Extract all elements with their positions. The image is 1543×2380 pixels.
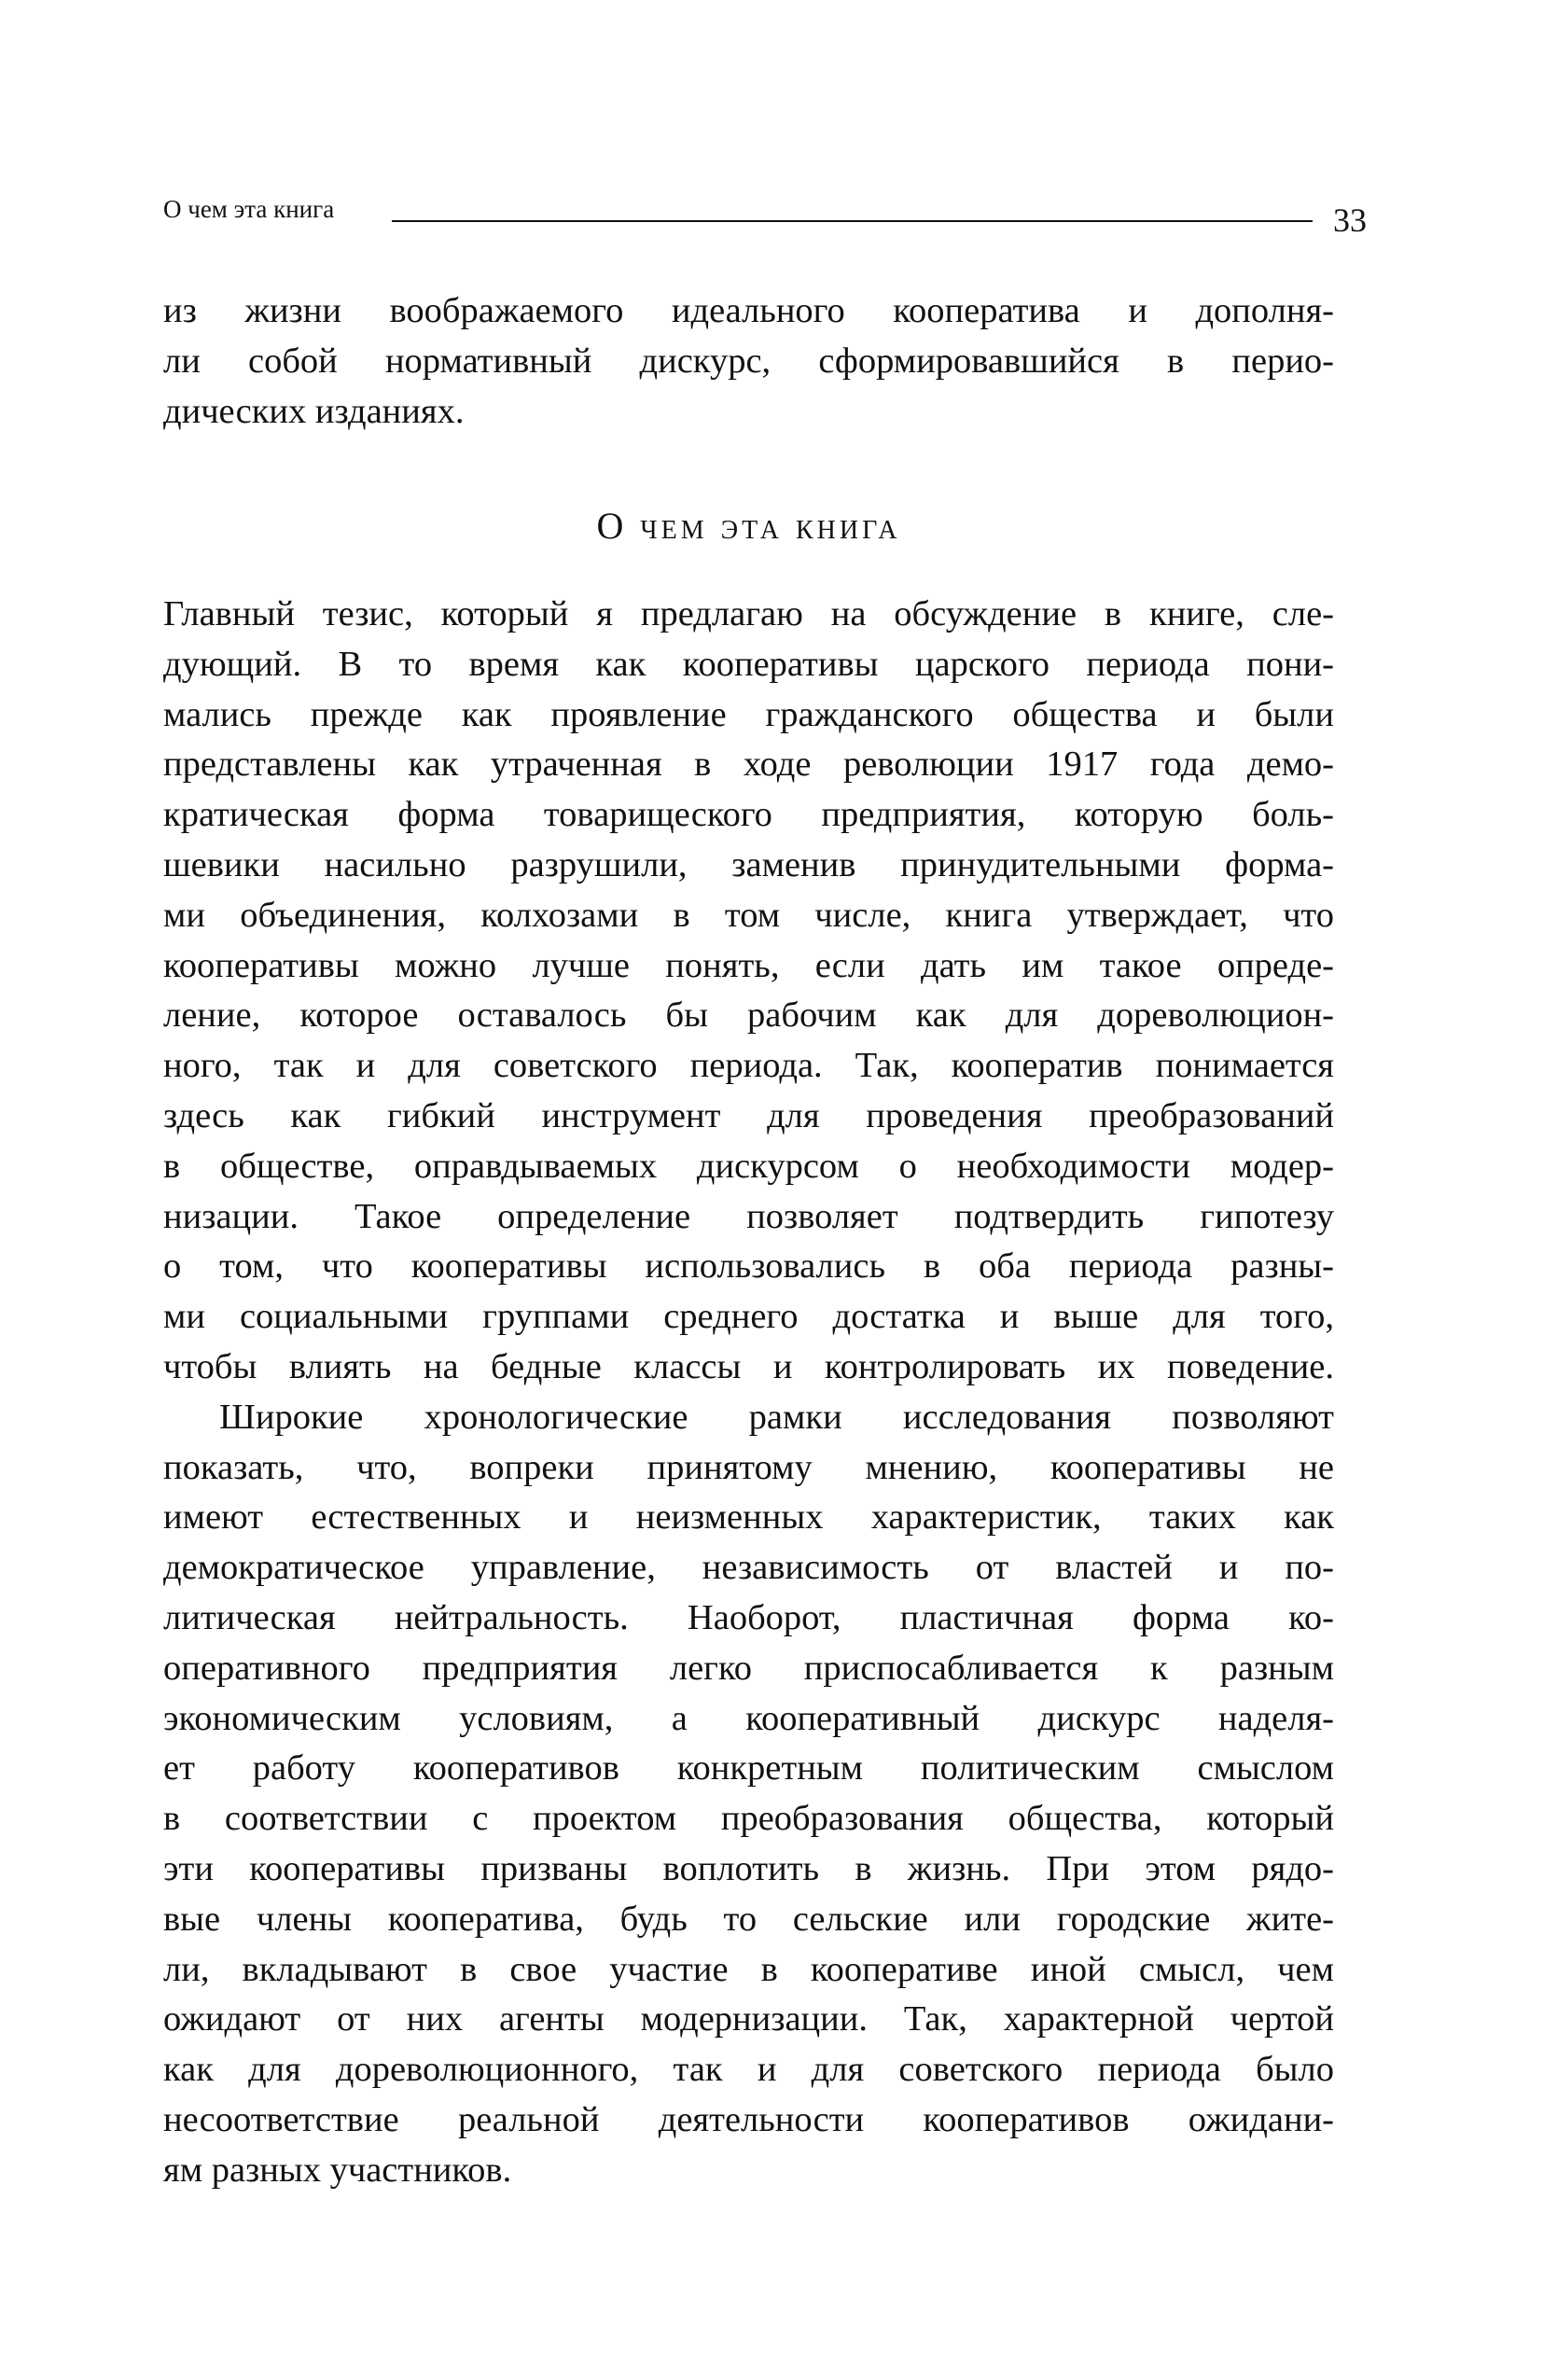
text-line: представлены как утраченная в ходе революции 1917 года демо- bbox=[163, 745, 1334, 785]
text-line: в обществе, оправдываемых дискурсом о необходимости модер- bbox=[163, 1146, 1334, 1186]
text-line: ного, так и для советского периода. Так, кооператив понимается bbox=[163, 1046, 1334, 1086]
text-line: чтобы влиять на бедные классы и контролировать их поведение. bbox=[163, 1346, 1334, 1386]
text-line: кооперативы можно лучше понять, если дать им такое опреде- bbox=[163, 945, 1334, 985]
text-line: экономическим условиям, а кооперативный дискурс наделя- bbox=[163, 1698, 1334, 1738]
paragraph bbox=[163, 590, 1334, 1393]
text-line: дических изданиях. bbox=[163, 391, 465, 431]
text-line: ям разных участников. bbox=[163, 2150, 512, 2190]
text-line: ет работу кооперативов конкретным политическим смыслом bbox=[163, 1748, 1334, 1788]
text-line: здесь как гибкий инструмент для проведения преобразований bbox=[163, 1095, 1334, 1135]
continuation-paragraph bbox=[163, 286, 1334, 437]
text-line: ми объединения, колхозами в том числе, книга утверждает, что bbox=[163, 895, 1334, 935]
text-line: эти кооперативы призваны воплотить в жизнь. При этом рядо- bbox=[163, 1848, 1334, 1888]
text-line: в соответствии с проектом преобразования общества, который bbox=[163, 1799, 1334, 1839]
text-line: ожидают от них агенты модернизации. Так, характерной чертой bbox=[163, 1999, 1334, 2039]
text-line: мались прежде как проявление гражданского общества и были bbox=[163, 694, 1334, 734]
running-head-title: О чем эта книга bbox=[163, 195, 335, 223]
text-line: о том, что кооперативы использовались в оба периода разны- bbox=[163, 1246, 1334, 1287]
text-line: как для дореволюционного, так и для советского периода было bbox=[163, 2050, 1334, 2090]
text-line: оперативного предприятия легко приспосабливается к разным bbox=[163, 1648, 1334, 1688]
body-text bbox=[163, 590, 1334, 2196]
text-line: несоответствие реальной деятельности кооперативов ожидани- bbox=[163, 2099, 1334, 2139]
running-head-rule bbox=[392, 220, 1313, 222]
text-line: показать, что, вопреки принятому мнению, кооперативы не bbox=[163, 1447, 1334, 1487]
text-line: ли, вкладывают в свое участие в кооперативе иной смысл, чем bbox=[163, 1949, 1334, 1989]
page-number: 33 bbox=[1333, 202, 1367, 239]
text-line: Широкие хронологические рамки исследования позволяют bbox=[219, 1397, 1334, 1437]
text-line: литическая нейтральность. Наоборот, пластичная форма ко- bbox=[163, 1597, 1334, 1637]
text-line: шевики насильно разрушили, заменив принудительными форма- bbox=[163, 844, 1334, 884]
text-line: ление, которое оставалось бы рабочим как для дореволюцион- bbox=[163, 995, 1334, 1036]
text-line: низации. Такое определение позволяет подтвердить гипотезу bbox=[163, 1196, 1334, 1236]
text-line: имеют естественных и неизменных характеристик, таких как bbox=[163, 1497, 1334, 1538]
paragraph bbox=[163, 1393, 1334, 2196]
text-line: дующий. В то время как кооперативы царского периода пони- bbox=[163, 644, 1334, 684]
section-heading: О чем эта книга bbox=[596, 505, 901, 547]
text-line: демократическое управление, независимость от властей и по- bbox=[163, 1548, 1334, 1588]
text-line: кратическая форма товарищеского предприятия, которую боль- bbox=[163, 795, 1334, 835]
text-line: ми социальными группами среднего достатка и выше для того, bbox=[163, 1297, 1334, 1337]
text-line: Главный тезис, который я предлагаю на обсуждение в книге, сле- bbox=[163, 594, 1334, 633]
text-line: из жизни воображаемого идеального кооператива и дополня- bbox=[163, 291, 1334, 330]
text-line: вые члены кооператива, будь то сельские или городские жите- bbox=[163, 1899, 1334, 1939]
text-line: ли собой нормативный дискурс, сформировавшийся в перио- bbox=[163, 341, 1334, 381]
running-head bbox=[163, 191, 1367, 239]
